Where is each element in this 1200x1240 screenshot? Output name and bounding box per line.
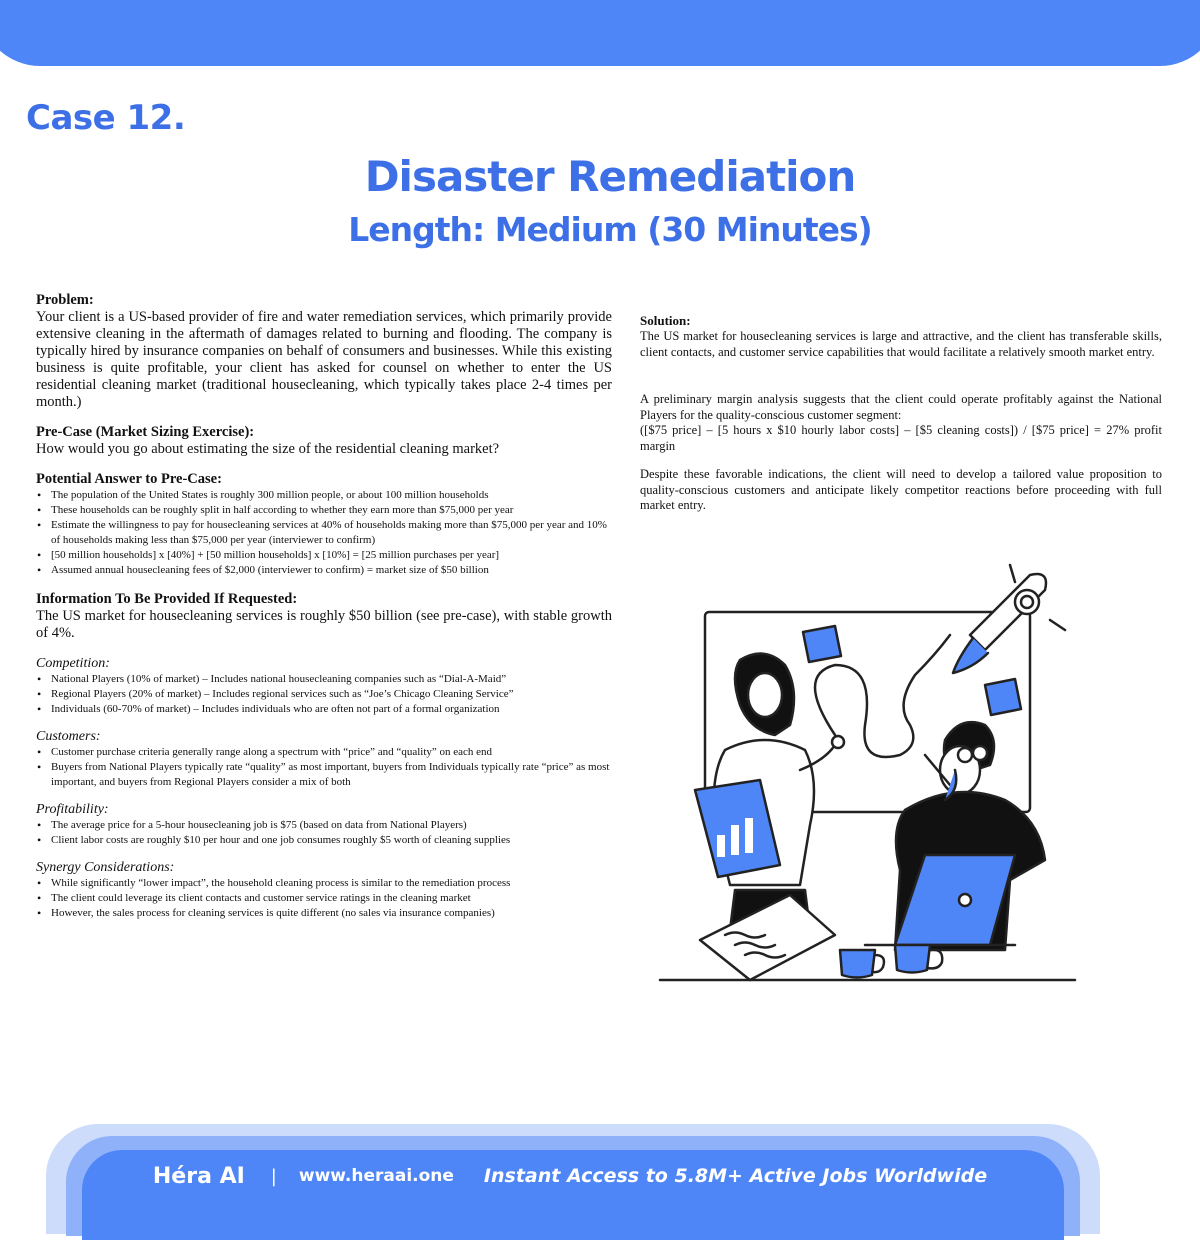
list-item: • Regional Players (20% of market) – Includes regional services such as “Joe’s Chicago Cleaning Service” (36, 687, 612, 702)
list-item: • The client could leverage its client contacts and customer service ratings in the cleaning market (36, 891, 612, 906)
list-item: • Individuals (60-70% of market) – Includes individuals who are often not part of a formal organization (36, 702, 612, 717)
profitability-list (36, 818, 612, 848)
list-item: • [50 million households] x [40%] + [50 million households] x [10%] = [25 million purchases per year] (36, 548, 612, 563)
potential-answer-section (36, 471, 612, 578)
potential-answer-heading: Potential Answer to Pre-Case: (36, 471, 222, 487)
papers-icon (700, 895, 835, 980)
top-banner (0, 0, 1200, 66)
customers-section (36, 728, 612, 790)
despite-section (640, 467, 1162, 514)
list-item: • Customer purchase criteria generally range along a spectrum with “price” and “quality” on each end (36, 745, 612, 760)
profitability-heading: Profitability: (36, 802, 109, 817)
margin-text: A preliminary margin analysis suggests that the client could operate profitably against the National Players for the quality-conscious customer segment: (640, 392, 1162, 422)
info-text: The US market for housecleaning services is roughly $50 billion (see pre-case), with stable growth of 4%. (36, 608, 612, 641)
footer-separator: | (270, 1165, 277, 1187)
rocket-icon (953, 565, 1065, 673)
list-item: • However, the sales process for cleaning services is quite different (no sales via insurance companies) (36, 906, 612, 921)
problem-heading: Problem: (36, 292, 94, 308)
list-item: • Buyers from National Players typically rate “quality” as most important, buyers from Individuals typically rate “price” as most important, and buyers from Regional Players consider a mix of both (36, 760, 612, 790)
sticky-note-icon (985, 679, 1021, 715)
precase-heading: Pre-Case (Market Sizing Exercise): (36, 424, 255, 440)
list-item: • While significantly “lower impact”, the household cleaning process is similar to the remediation process (36, 876, 612, 891)
solution-section (640, 312, 1162, 360)
competition-section (36, 655, 612, 717)
illustration (655, 560, 1085, 990)
list-item: • The average price for a 5-hour housecleaning job is $75 (based on data from National Players) (36, 818, 612, 833)
list-item: • Client labor costs are roughly $10 per hour and one job consumes roughly $5 worth of cleaning supplies (36, 833, 612, 848)
competition-list (36, 672, 612, 717)
info-heading: Information To Be Provided If Requested: (36, 591, 298, 607)
list-item: • Estimate the willingness to pay for housecleaning services at 40% of households making more than $75,000 per year and 10% of households making less than $75,000 per year (interviewer to confirm) (36, 518, 612, 548)
footer (0, 1160, 1200, 1192)
problem-text: Your client is a US-based provider of fire and water remediation services, which primarily provide extensive cleaning in the aftermath of damages related to burning and flooding. The company is typically hired by insurance companies on behalf of consumers and businesses. While this existing business is quite profitable, your client has asked for counsel on whether to enter the US residential cleaning market (traditional housecleaning, which typically takes place 2-4 times per month.) (36, 309, 612, 410)
despite-text: Despite these favorable indications, the client will need to develop a tailored value proposition to quality-conscious customers and anticipate likely competitor reactions before proceeding with full market entry. (640, 467, 1162, 512)
footer-tagline: Instant Access to 5.8M+ Active Jobs Worldwide (483, 1165, 988, 1187)
problem-section (36, 292, 612, 411)
left-column (36, 292, 612, 921)
sticky-note-icon (803, 626, 841, 662)
list-item: • National Players (10% of market) – Includes national housecleaning companies such as “Dial-A-Maid” (36, 672, 612, 687)
solution-heading: Solution: (640, 313, 691, 328)
page-title: Disaster Remediation (364, 152, 856, 201)
list-item: • Assumed annual housecleaning fees of $2,000 (interviewer to confirm) = market size of $50 billion (36, 563, 612, 578)
precase-text: How would you go about estimating the size of the residential cleaning market? (36, 441, 500, 457)
list-item: • The population of the United States is roughly 300 million people, or about 100 million households (36, 488, 612, 503)
laptop-icon (865, 855, 1015, 945)
case-label: Case 12. (26, 98, 186, 138)
solution-text: The US market for housecleaning services is large and attractive, and the client has transferable skills, client contacts, and customer service capabilities that would facilitate a relatively smooth market entry. (640, 329, 1162, 359)
margin-section (640, 392, 1162, 454)
synergy-list (36, 876, 612, 921)
margin-formula: ([$75 price] – [5 hours x $10 hourly labor costs] – [$5 cleaning costs]) / [$75 price] = 27% profit margin (640, 423, 1162, 453)
precase-section (36, 424, 612, 458)
customers-list (36, 745, 612, 790)
page-subtitle: Length: Medium (30 Minutes) (348, 210, 872, 249)
customers-heading: Customers: (36, 729, 101, 744)
footer-url-link[interactable]: www.heraai.one (298, 1166, 454, 1186)
profitability-section (36, 801, 612, 848)
synergy-heading: Synergy Considerations: (36, 860, 175, 875)
synergy-section (36, 859, 612, 921)
competition-heading: Competition: (36, 656, 110, 671)
right-column (640, 312, 1162, 514)
coffee-cup-icon (840, 945, 942, 978)
info-section (36, 591, 612, 642)
potential-answer-list (36, 488, 612, 578)
list-item: • These households can be roughly split in half according to whether they earn more than $75,000 per year (36, 503, 612, 518)
footer-brand: Héra AI (152, 1163, 245, 1189)
